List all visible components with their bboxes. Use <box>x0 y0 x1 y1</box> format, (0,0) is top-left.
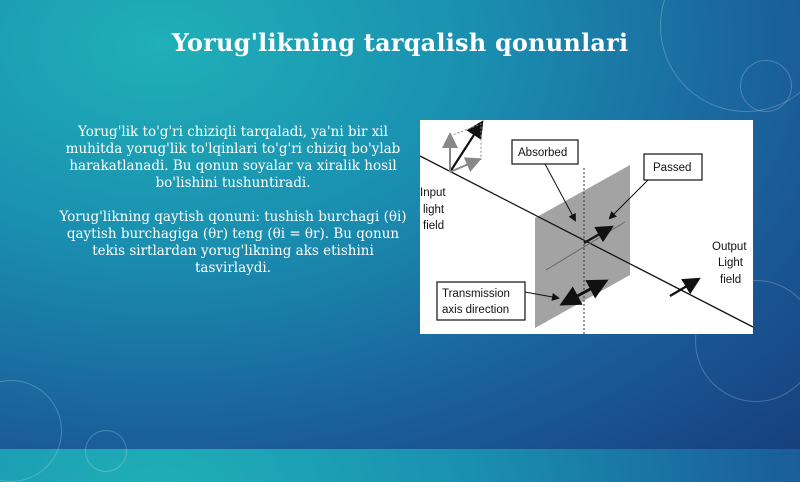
decorative-circle <box>85 430 127 472</box>
transmission-label-line1: Transmission <box>442 288 510 300</box>
transmission-label-line2: axis direction <box>442 304 510 316</box>
decorative-circle <box>0 380 62 482</box>
input-label-line2: light <box>423 204 445 216</box>
polarizer-diagram-svg <box>420 120 753 334</box>
output-label-line2: Light <box>718 257 743 269</box>
output-label-line3: field <box>720 274 742 286</box>
absorbed-label: Absorbed <box>518 147 568 159</box>
decorative-circle <box>740 60 792 112</box>
output-label-line1: Output <box>712 241 747 253</box>
passed-label: Passed <box>653 162 692 174</box>
input-label-line3: field <box>423 220 445 232</box>
paragraph-rectilinear: Yorug'lik to'g'ri chiziqli tarqaladi, ya'ni bir xil muhitda yorug'lik to'lqinlari to'g'ri chiziq bo'ylab harakatlanadi. Bu qonun soyalar va xiralik hosil bo'lishini tushuntiradi. <box>65 124 401 191</box>
slide-title: Yorug'likning tarqalish qonunlari <box>171 28 629 57</box>
output-field-arrow <box>670 280 697 296</box>
paragraph-reflection: Yorug'likning qaytish qonuni: tushish burchagi (θi) qaytish burchagiga (θr) teng (θi = θr). Bu qonun tekis sirtlardan yorug'likning aks etishini tasvirlaydi. <box>59 209 407 276</box>
slide-body <box>58 124 408 294</box>
input-label-line1: Input <box>420 187 446 199</box>
polarizer-plate <box>535 165 630 328</box>
polarizer-diagram <box>420 120 753 334</box>
